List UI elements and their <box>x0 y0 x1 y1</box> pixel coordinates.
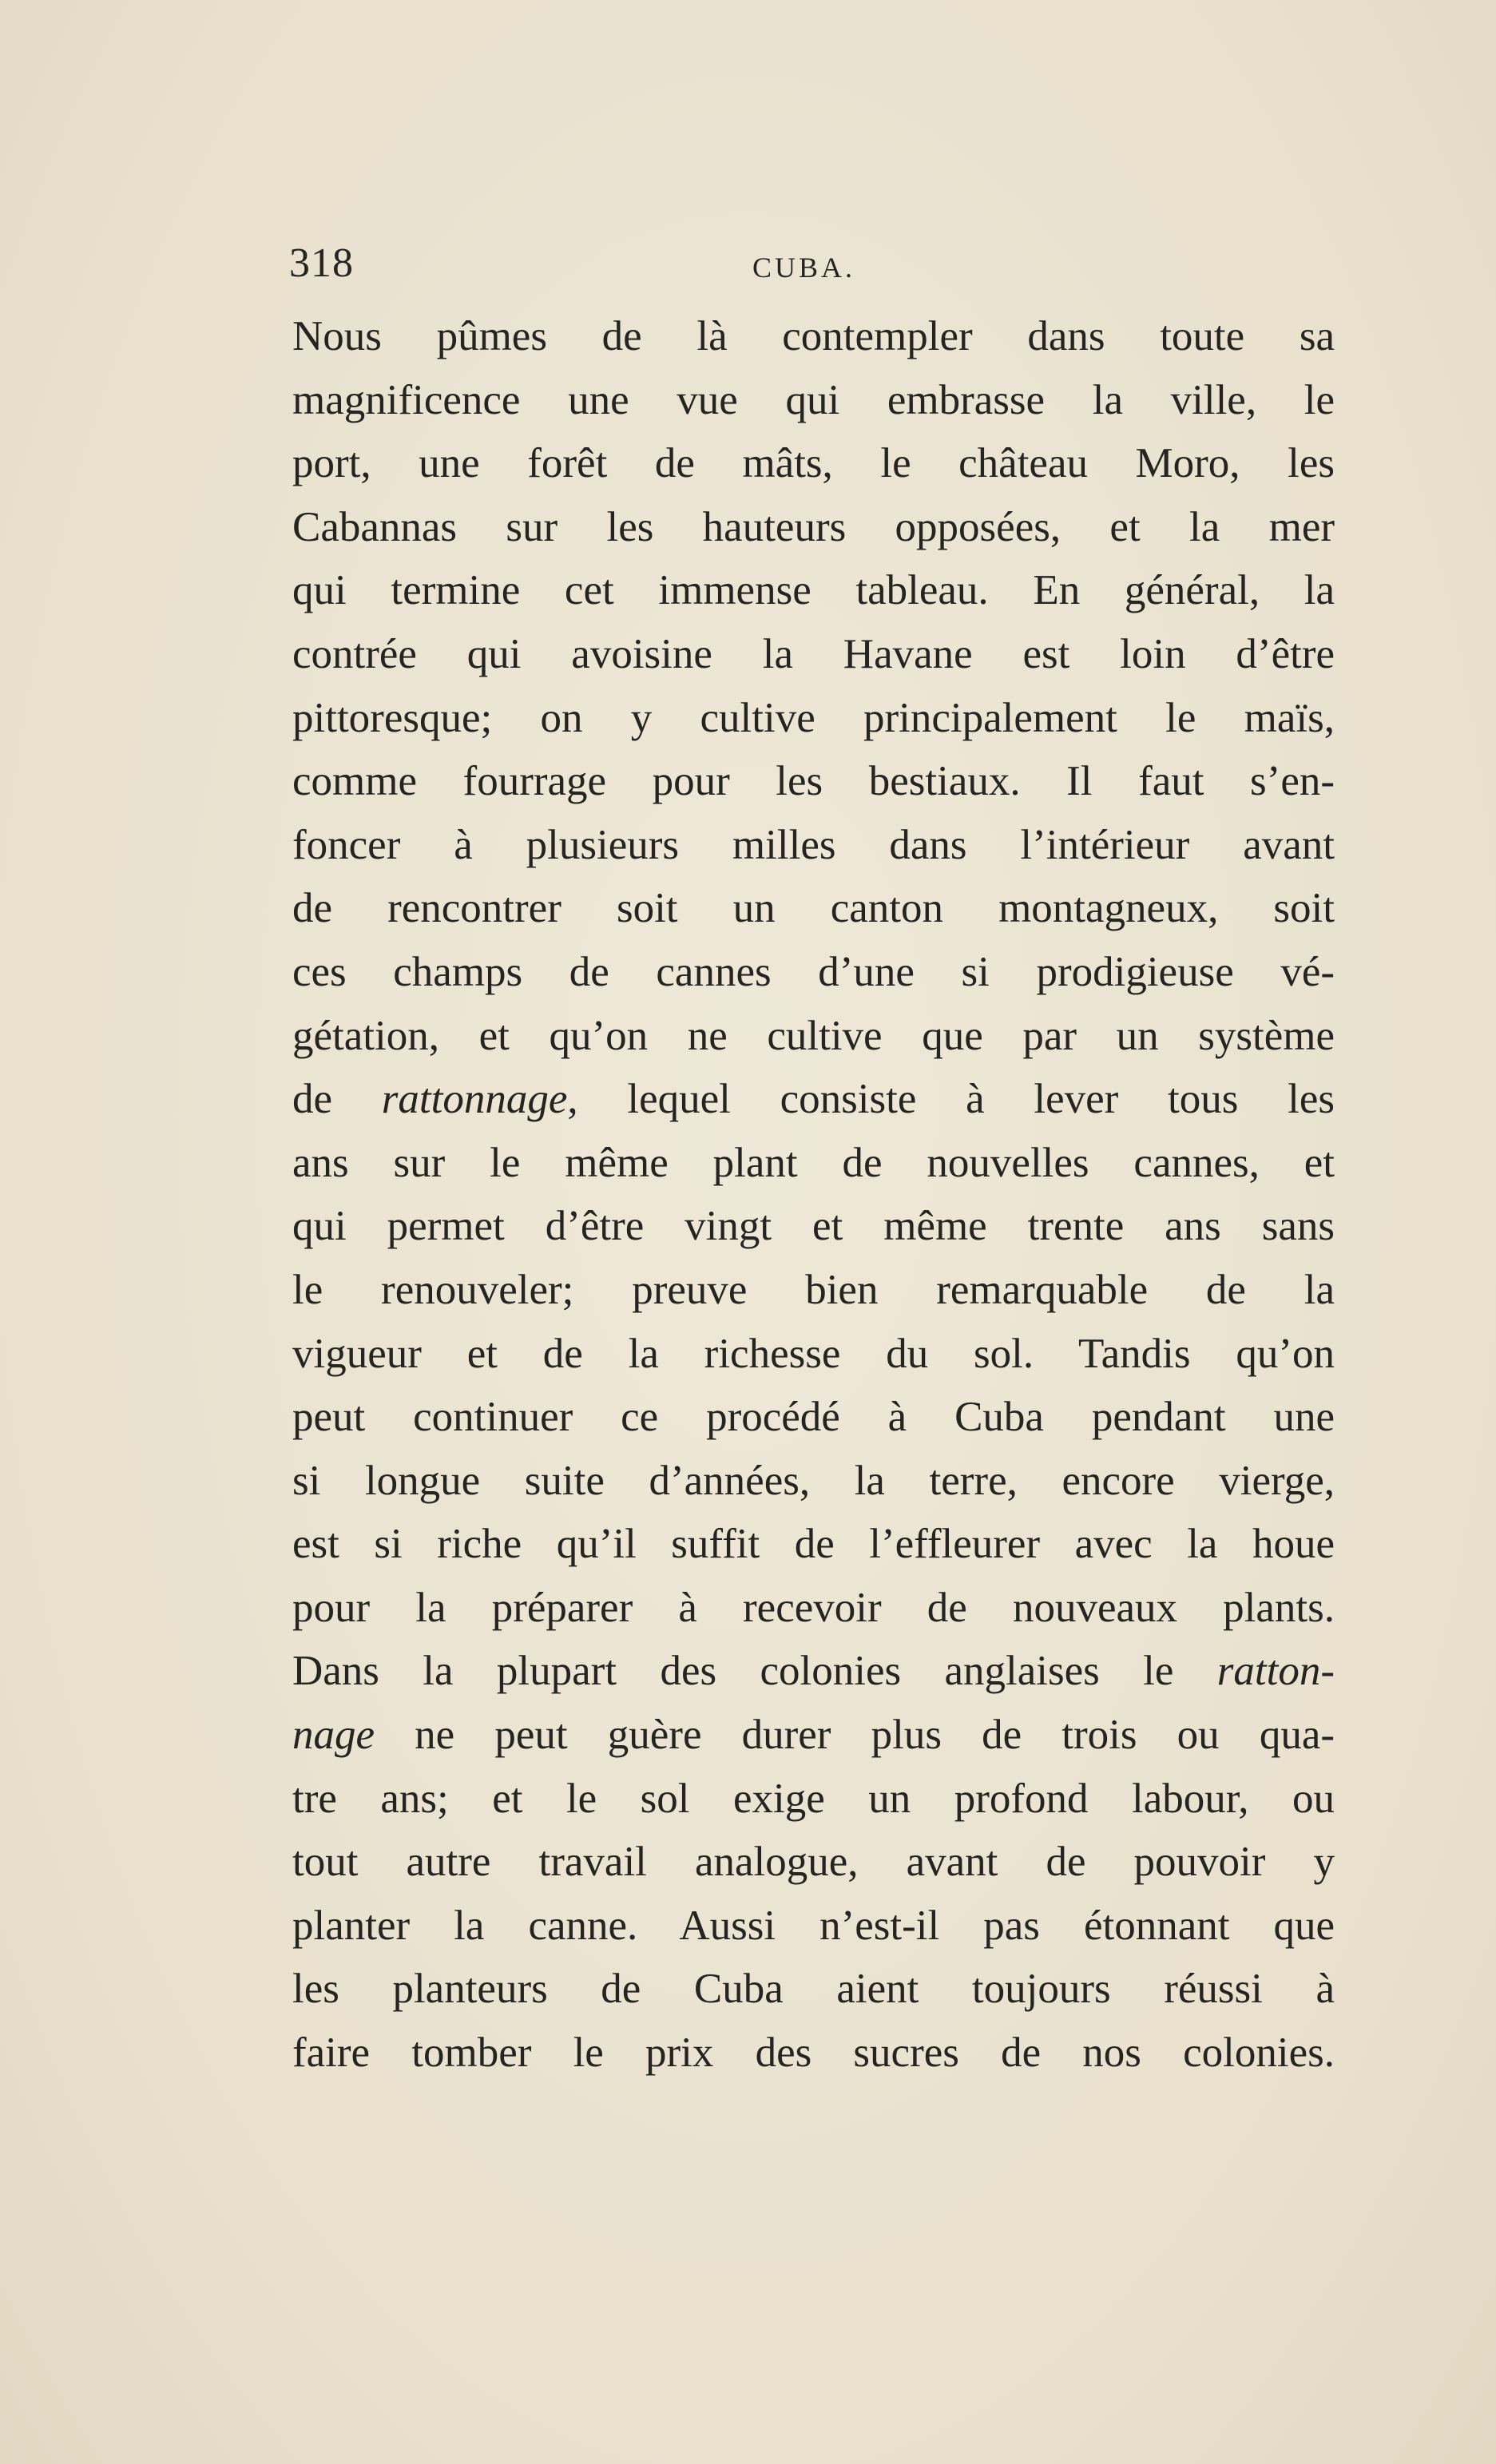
page-number: 318 <box>289 240 354 286</box>
text-line-with-italic <box>292 1640 1335 1704</box>
text-line: Cabannas sur les hauteurs opposées, et la mer <box>292 503 1335 550</box>
text-line: gétation, et qu’on ne cultive que par un système <box>292 1012 1335 1059</box>
text-line: peut continuer ce procédé à Cuba pendant une <box>292 1394 1335 1441</box>
line-text-after: ne peut guère durer plus de trois ou qua- <box>375 1712 1335 1759</box>
italic-term: nage <box>292 1712 375 1759</box>
line-text-before: Dans la plupart des colonies anglaises le <box>292 1648 1217 1695</box>
text-line: pittoresque; on y cultive principalement le maïs, <box>292 694 1335 741</box>
running-head: CUBA. <box>752 252 856 284</box>
text-line: magnificence une vue qui embrasse la ville, le <box>292 376 1335 423</box>
text-line: foncer à plusieurs milles dans l’intérieur avant <box>292 821 1335 868</box>
text-line: ces champs de cannes d’une si prodigieuse vé- <box>292 948 1335 995</box>
text-line: contrée qui avoisine la Havane est loin d’être <box>292 630 1335 677</box>
text-line: faire tomber le prix des sucres de nos colonies. <box>292 2030 1335 2077</box>
text-line: pour la préparer à recevoir de nouveaux plants. <box>292 1584 1335 1631</box>
text-line: le renouveler; preuve bien remarquable de la <box>292 1266 1335 1313</box>
line-text-before: de <box>292 1076 382 1123</box>
text-line: comme fourrage pour les bestiaux. Il faut s’en- <box>292 758 1335 805</box>
text-line: les planteurs de Cuba aient toujours réussi à <box>292 1966 1335 2013</box>
italic-term: rattonnage <box>381 1076 568 1123</box>
body-text <box>292 305 1335 2085</box>
page-header <box>289 232 1351 296</box>
text-line: planter la canne. Aussi n’est-il pas étonnant que <box>292 1902 1335 1949</box>
text-line: tout autre travail analogue, avant de pouvoir y <box>292 1839 1335 1886</box>
text-line: est si riche qu’il suffit de l’effleurer avec la houe <box>292 1521 1335 1568</box>
text-line-with-italic <box>292 1704 1335 1768</box>
text-line: tre ans; et le sol exige un profond labour, ou <box>292 1775 1335 1822</box>
text-line: qui permet d’être vingt et même trente ans sans <box>292 1203 1335 1250</box>
italic-term: ratton- <box>1216 1648 1335 1695</box>
text-line: ans sur le même plant de nouvelles cannes, et <box>292 1139 1335 1186</box>
text-line-with-italic <box>292 1068 1335 1132</box>
text-line: vigueur et de la richesse du sol. Tandis qu’on <box>292 1330 1335 1377</box>
line-text-after: , lequel consiste à lever tous les <box>567 1076 1335 1123</box>
text-line: de rencontrer soit un canton montagneux, soit <box>292 885 1335 932</box>
text-line: port, une forêt de mâts, le château Moro, les <box>292 440 1335 487</box>
text-line: Nous pûmes de là contempler dans toute sa <box>292 313 1335 359</box>
text-line: si longue suite d’années, la terre, encore vierge, <box>292 1457 1335 1504</box>
text-line: qui termine cet immense tableau. En général, la <box>292 567 1335 614</box>
